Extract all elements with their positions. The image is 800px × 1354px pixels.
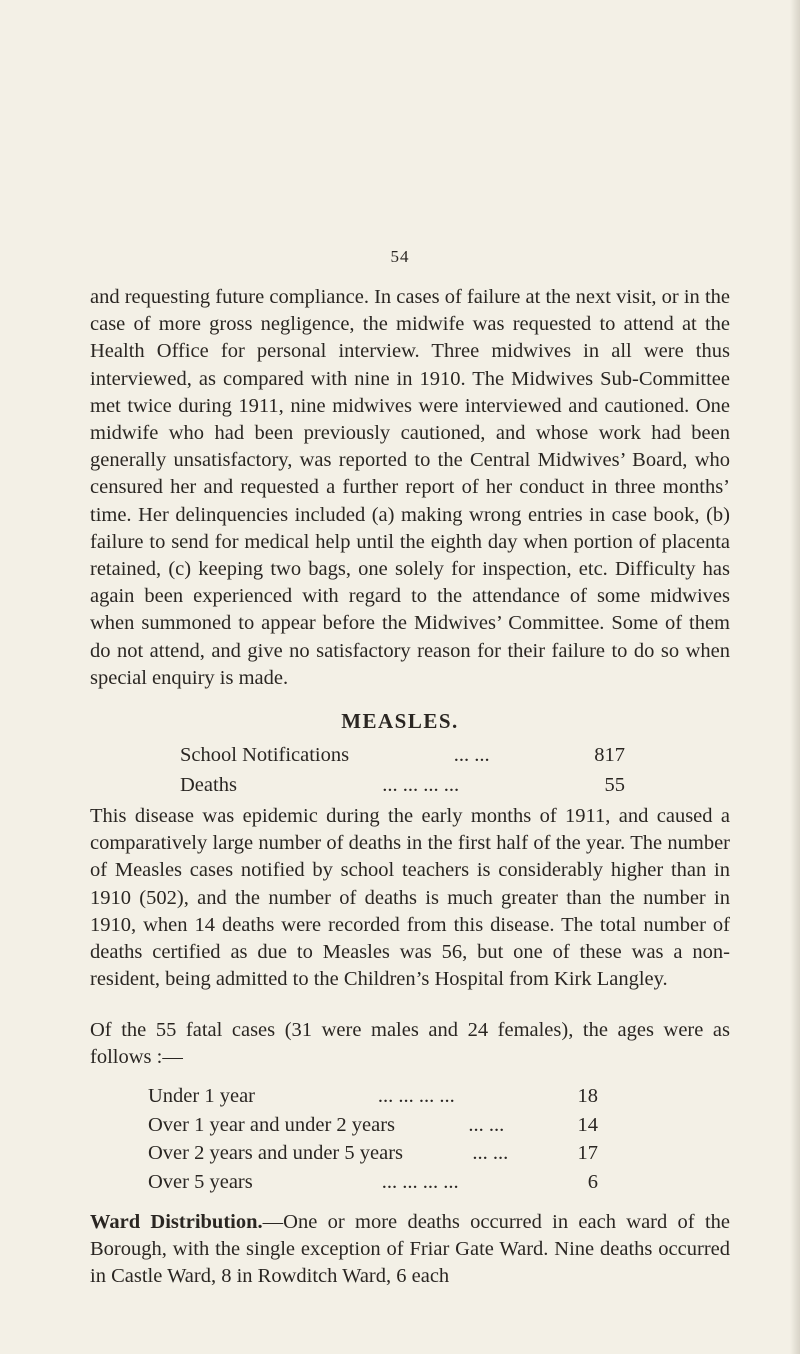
measles-heading: MEASLES. [341, 709, 459, 733]
stats-leader-dots: ... ... ... ... [382, 774, 460, 796]
age-distribution-table [148, 1082, 598, 1196]
age-label: Over 2 years and under 5 years [148, 1142, 404, 1165]
stats-row-notifications [180, 740, 625, 770]
stats-leader-dots: ... ... [453, 744, 490, 766]
stats-row-deaths [180, 770, 625, 800]
age-value: 6 [587, 1170, 598, 1193]
stats-value: 817 [594, 744, 625, 766]
age-leader-dots: ... ... [468, 1113, 505, 1136]
age-leader-dots: ... ... [472, 1142, 509, 1165]
age-value: 14 [577, 1113, 598, 1136]
age-row [148, 1111, 598, 1140]
age-value: 18 [577, 1085, 598, 1107]
ward-distribution-text: —One or more deaths occurred in each ward of the Borough, with the single exception of Friar Gate Ward. Nine deaths occurred in Castle Ward, 8 in Rowditch Ward, 6 each [90, 1211, 730, 1288]
ward-distribution-heading: Ward Distribution. [90, 1211, 263, 1233]
midwives-paragraph: and requesting future compliance. In cases of failure at the next visit, or in the case of more gross negligence, the midwife was requested to attend at the Health Office for personal interview. Three midwives in all were thus interviewed, as compared with nine in 1910. The Midwives Sub-Committee met twice during 1911, nine midwives were interviewed and cautioned. One midwife who had been previously cautioned, and whose work had been generally unsatisfactory, was reported to the Central Midwives’ Board, who censured her and requested a further report of her conduct in three months’ time. Her delinquencies included (a) making wrong entries in case book, (b) failure to send for medical help until the eighth day when portion of placenta retained, (c) keeping two bags, one solely for inspection, etc. Difficulty has again been experienced with regard to the attendance of some midwives when summoned to appear before the Midwives’ Committee. Some of them do not attend, and give no satisfactory reason for their failure to do so when special enquiry is made. [90, 286, 730, 689]
page-number: 54 [390, 247, 410, 266]
age-leader-dots: ... ... ... ... [377, 1085, 455, 1107]
age-row [148, 1168, 598, 1197]
measles-stats-table [180, 740, 625, 800]
fatal-cases-intro: Of the 55 fatal cases (31 were males and 24 females), the ages were as follows :— [90, 1019, 730, 1069]
age-label: Over 5 years [148, 1170, 253, 1193]
ward-distribution-paragraph [90, 1209, 730, 1291]
age-value: 17 [577, 1142, 598, 1165]
measles-epidemic-paragraph: This disease was epidemic during the early months of 1911, and caused a comparatively large number of deaths in the first half of the year. The number of Measles cases notified by school teachers is considerably higher than in 1910 (502), and the number of deaths is much greater than the number in 1910, when 14 deaths were recorded from this disease. The total number of deaths certified as due to Measles was 56, but one of these was a non-resident, being admitted to the Children’s Hospital from Kirk Langley. [90, 805, 730, 991]
stats-value: 55 [604, 774, 625, 796]
age-leader-dots: ... ... ... ... [381, 1170, 459, 1193]
age-label: Over 1 year and under 2 years [148, 1113, 396, 1136]
age-label: Under 1 year [148, 1085, 256, 1107]
age-row [148, 1139, 598, 1168]
stats-label: School Notifications [180, 744, 350, 766]
stats-label: Deaths [180, 774, 237, 796]
age-row [148, 1082, 598, 1111]
page-edge-shadow [790, 0, 800, 1354]
